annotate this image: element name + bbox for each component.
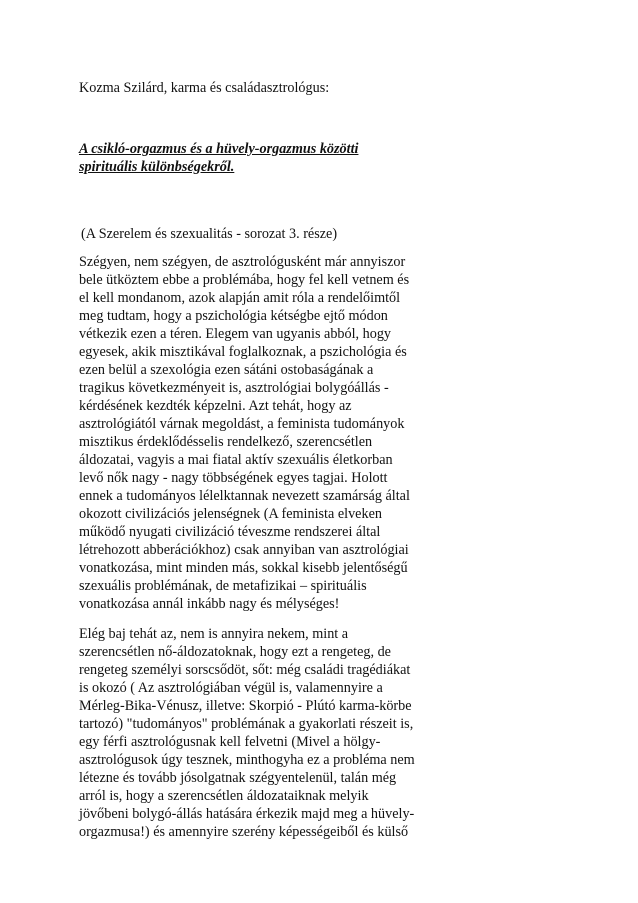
title-line-2: spirituális különbségekről.	[79, 159, 235, 175]
paragraph-line: bele ütköztem ebbe a problémába, hogy fel kell vetnem és	[79, 272, 410, 288]
author-line: Kozma Szilárd, karma és családasztrológus:	[79, 80, 330, 96]
paragraph-line: Elég baj tehát az, nem is annyira nekem, mint a	[79, 626, 349, 642]
paragraph-line: tartozó) "tudományos" problémának a gyakorlati részeit is,	[79, 716, 414, 732]
subtitle: (A Szerelem és szexualitás - sorozat 3. része)	[81, 226, 338, 242]
paragraph-line: tragikus következményeit is, asztrológiai bolygóállás -	[79, 380, 389, 396]
paragraph-line: orgazmusa!) és amennyire szerény képességeiből és külső	[79, 824, 409, 840]
paragraph-line: ezen belül a szexológia ezen sátáni ostobaságának a	[79, 362, 374, 378]
paragraph-line: ennek a tudományos lélelktannak nevezett szamárság által	[79, 488, 410, 504]
paragraph-line: Mérleg-Bika-Vénusz, illetve: Skorpió - Plútó karma-körbe	[79, 698, 412, 714]
paragraph-line: egy férfi asztrológusnak kell felvetni (Mivel a hölgy-	[79, 734, 381, 750]
paragraph-line: vétkezik ezen a téren. Elegem van ugyanis abból, hogy	[79, 326, 392, 342]
paragraph-line: kérdésének kezdték képzelni. Azt tehát, hogy az	[79, 398, 352, 414]
paragraph-line: áldozatai, vagyis a mai fiatal aktív szexuális életkorban	[79, 452, 393, 468]
paragraph-line: meg tudtam, hogy a pszichológia kétségbe ejtő módon	[79, 308, 388, 324]
paragraph-line: jövőbeni bolygó-állás hatására érkezik majd meg a hüvely-	[79, 806, 415, 822]
paragraph-line: szexuális problémának, de metafizikai – spirituális	[79, 578, 367, 594]
paragraph-line: levő nők nagy - nagy többségének egyes tagjai. Holott	[79, 470, 388, 486]
paragraph-line: el kell mondanom, azok alapján amit róla a rendelőimtől	[79, 290, 401, 306]
paragraph-line: működő nyugati civilizáció téveszme rendszerei által	[79, 524, 381, 540]
paragraph-line: arról is, hogy a szerencsétlen áldozataiknak melyik	[79, 788, 369, 804]
paragraph-line: asztrológiától várnak megoldást, a feminista tudományok	[79, 416, 405, 432]
paragraph-line: létezne és tovább jósolgatnak szégyentelenül, talán még	[79, 770, 397, 786]
paragraph-line: asztrológusok úgy tesznek, minthogyha ez a probléma nem	[79, 752, 415, 768]
paragraph-line: vonatkozása, mint minden más, sokkal kisebb jelentőségű	[79, 560, 408, 576]
paragraph-line: is okozó ( Az asztrológiában végül is, valamennyire a	[79, 680, 383, 696]
paragraph-line: egyesek, akik misztikával foglalkoznak, a pszichológia és	[79, 344, 407, 360]
paragraph-line: misztikus érdeklődésselis rendelkező, szerencsétlen	[79, 434, 373, 450]
title-line-1: A csikló-orgazmus és a hüvely-orgazmus közötti	[79, 141, 359, 157]
paragraph-line: Szégyen, nem szégyen, de asztrológusként már annyiszor	[79, 254, 406, 270]
paragraph-line: létrehozott abberációkhoz) csak annyiban van asztrológiai	[79, 542, 409, 558]
paragraph-line: okozott civilizációs jelenségnek (A feminista elveken	[79, 506, 382, 522]
paragraph-line: vonatkozása annál inkább nagy és mélységes!	[79, 596, 340, 612]
paragraph-line: rengeteg személyi sorscsődöt, sőt: még családi tragédiákat	[79, 662, 411, 678]
paragraph-line: szerencsétlen nő-áldozatoknak, hogy ezt a rengeteg, de	[79, 644, 391, 660]
